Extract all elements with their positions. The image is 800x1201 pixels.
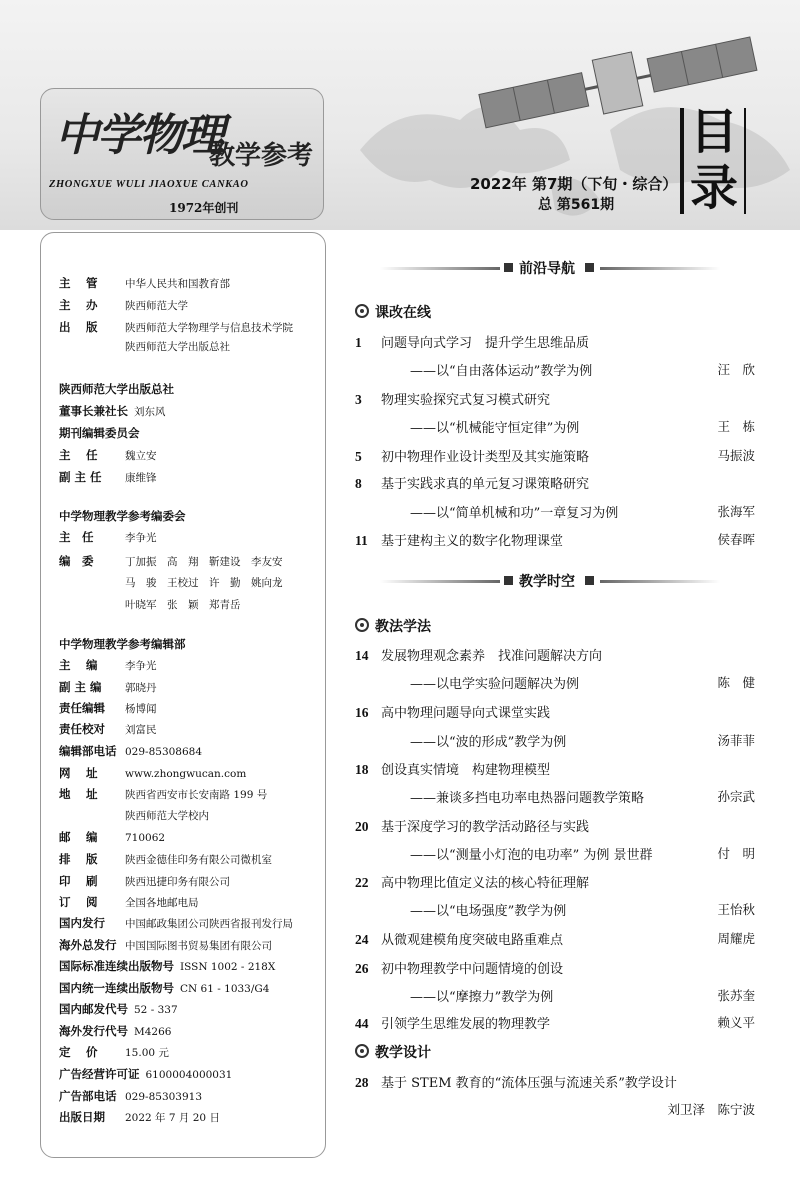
toc-entry <box>355 1013 760 1032</box>
section-bullet-icon <box>355 304 369 318</box>
masthead-label: 副 主 任 <box>59 470 102 484</box>
toc-author: 赖义平 <box>717 1015 755 1030</box>
masthead-value: 中国国际图书贸易集团有限公司 <box>125 940 272 952</box>
masthead-row <box>59 829 165 845</box>
toc-article-title: 高中物理问题导向式课堂实践 <box>381 706 551 721</box>
logo-main-title: 中学物理 <box>55 110 223 161</box>
masthead-row <box>59 297 188 313</box>
masthead-row <box>59 873 230 889</box>
masthead-label: 主 管 <box>59 276 98 290</box>
banner-teaching <box>380 571 725 591</box>
toc-article-subtitle: ——以“简单机械和功”一章复习为例 <box>410 506 619 521</box>
masthead-row <box>59 657 157 673</box>
masthead-row <box>59 808 209 823</box>
masthead-value: 叶晓军 张 颖 郑青岳 <box>125 599 241 611</box>
masthead-label: 责任编辑 <box>59 701 105 715</box>
toc-entry <box>355 446 760 465</box>
toc-article-title: 基于实践求真的单元复习课策略研究 <box>381 477 590 492</box>
toc-author: 王怡秋 <box>717 902 755 917</box>
toc-article-title: 基于建构主义的数字化物理课堂 <box>381 534 564 549</box>
section-teaching-methods <box>355 616 431 636</box>
toc-page-number: 14 <box>355 648 369 663</box>
masthead-row <box>59 894 199 910</box>
masthead-value: 中国邮政集团公司陕西省报刊发行局 <box>125 918 293 930</box>
toc-article-title: 创设真实情境 构建物理模型 <box>381 763 551 778</box>
masthead-label: 出版日期 <box>59 1110 105 1124</box>
section-teaching-design <box>355 1042 431 1062</box>
masthead-row <box>59 700 157 716</box>
toc-article-subtitle: ——以“机械能守恒定律”为例 <box>410 421 580 436</box>
masthead-value: 马 骏 王校过 许 勤 姚向龙 <box>125 577 283 589</box>
masthead-value: 陕西金德佳印务有限公司微机室 <box>125 854 272 866</box>
toc-article-title: 问题导向式学习 提升学生思维品质 <box>381 336 590 351</box>
masthead-value: 029-85303913 <box>125 1091 203 1103</box>
toc-author: 周耀虎 <box>717 931 755 946</box>
toc-entry <box>355 872 760 891</box>
toc-article-title: 基于 STEM 教育的“流体压强与流速关系”教学设计 <box>381 1076 677 1091</box>
masthead-value: 陕西师范大学 <box>125 300 188 312</box>
masthead-value: 15.00 元 <box>125 1047 169 1059</box>
toc-page-number: 28 <box>355 1075 369 1090</box>
masthead-label: 编辑部电话 <box>59 744 117 758</box>
masthead-row <box>59 575 283 590</box>
masthead-value: 陕西师范大学物理学与信息技术学院 <box>125 322 293 334</box>
masthead-label: 地 址 <box>59 787 98 801</box>
founded-year: 1972年创刊 <box>169 201 239 215</box>
masthead-label: 印 刷 <box>59 874 98 888</box>
masthead-row <box>59 1001 178 1017</box>
masthead-value: 710062 <box>125 832 166 844</box>
masthead-label: 出 版 <box>59 320 98 334</box>
masthead-value: 魏立安 <box>125 450 157 462</box>
toc-author: 王 栋 <box>717 419 755 434</box>
masthead-value: 2022 年 7 月 20 日 <box>125 1112 220 1124</box>
masthead-value: 陕西迅捷印务有限公司 <box>125 876 230 888</box>
masthead-label: 主 任 <box>59 530 94 544</box>
masthead-label: 国内统一连续出版物号 <box>59 981 174 995</box>
banner-teaching-label: 教学时空 <box>519 574 575 590</box>
toc-article-title: 发展物理观念素养 找准问题解决方向 <box>381 649 603 664</box>
toc-article-title: 初中物理作业设计类型及其实施策略 <box>381 450 590 465</box>
toc-entry <box>355 1072 760 1091</box>
masthead-row <box>59 597 241 612</box>
masthead-label: 邮 编 <box>59 830 98 844</box>
masthead-label: 主 编 <box>59 658 98 672</box>
masthead-value: www.zhongwucan.com <box>125 768 247 780</box>
toc-article-subtitle: ——以“波的形成”教学为例 <box>410 735 567 750</box>
masthead-label: 责任校对 <box>59 722 105 736</box>
toc-entry <box>355 645 760 664</box>
masthead-label: 海外发行代号 <box>59 1024 128 1038</box>
toc-author: 刘卫泽 陈宁波 <box>667 1102 755 1117</box>
masthead-value: 陕西师范大学校内 <box>125 810 209 822</box>
section-bullet-icon <box>355 618 369 632</box>
masthead-row <box>59 529 157 545</box>
masthead-row <box>59 743 202 759</box>
masthead-value: M4266 <box>134 1026 172 1038</box>
toc-title-rule-left <box>680 108 684 214</box>
masthead-value: 029-85308684 <box>125 746 203 758</box>
toc-page-number: 26 <box>355 961 369 976</box>
masthead-row <box>59 1088 202 1104</box>
masthead-value: 杨博闻 <box>125 703 157 715</box>
toc-article-title: 引领学生思维发展的物理教学 <box>381 1017 551 1032</box>
masthead-value: 中华人民共和国教育部 <box>125 278 230 290</box>
toc-page-number: 20 <box>355 819 369 834</box>
masthead-panel <box>40 232 326 1158</box>
masthead-group-title: 中学物理教学参考编委会 <box>59 509 186 523</box>
toc-article-subtitle: ——兼谈多挡电功率电热器问题教学策略 <box>410 791 645 806</box>
masthead-row <box>59 447 157 463</box>
masthead-row <box>59 1023 171 1039</box>
masthead-row <box>59 721 157 737</box>
toc-entry <box>355 958 760 977</box>
masthead-group-title: 中学物理教学参考编辑部 <box>59 637 186 651</box>
masthead-value: 刘东风 <box>134 406 166 418</box>
toc-title: 目录 <box>690 104 739 216</box>
section-label: 课改在线 <box>375 305 431 321</box>
toc-page-number: 22 <box>355 875 369 890</box>
toc-page-number: 11 <box>355 533 368 548</box>
section-label: 教学设计 <box>375 1045 431 1061</box>
masthead-row <box>59 403 166 419</box>
toc-author: 汤菲菲 <box>717 733 755 748</box>
masthead-group-title: 陕西师范大学出版总社 <box>59 382 174 396</box>
masthead-label: 国内邮发代号 <box>59 1002 128 1016</box>
toc-author: 张海军 <box>717 504 755 519</box>
section-label: 教法学法 <box>375 619 431 635</box>
toc-title-rule-right <box>744 108 746 214</box>
masthead-label: 国内发行 <box>59 916 105 930</box>
masthead-label: 编 委 <box>59 554 94 568</box>
journal-logo <box>40 88 324 220</box>
masthead-label: 订 阅 <box>59 895 98 909</box>
banner-frontier-label: 前沿导航 <box>519 261 575 277</box>
toc-entry <box>355 929 760 948</box>
masthead-row <box>59 469 157 485</box>
toc-entry <box>355 816 760 835</box>
toc-article-subtitle: ——以电学实验问题解决为例 <box>410 677 580 692</box>
masthead-label: 广告部电话 <box>59 1089 117 1103</box>
toc-article-title: 基于深度学习的教学活动路径与实践 <box>381 820 590 835</box>
toc-article-subtitle: ——以“电场强度”教学为例 <box>410 904 567 919</box>
toc-article-title: 物理实验探究式复习模式研究 <box>381 393 551 408</box>
masthead-row <box>59 679 157 695</box>
masthead-label: 广告经营许可证 <box>59 1067 140 1081</box>
masthead-row <box>59 339 230 354</box>
toc-entry <box>355 702 760 721</box>
masthead-value: 陕西师范大学出版总社 <box>125 341 230 353</box>
masthead-row <box>59 1044 169 1060</box>
toc-page-number: 44 <box>355 1016 369 1031</box>
masthead-row <box>59 425 146 441</box>
masthead-label: 副 主 编 <box>59 680 102 694</box>
masthead-row <box>59 275 230 291</box>
masthead-row <box>59 851 272 867</box>
masthead-value: 李争光 <box>125 660 157 672</box>
toc-article-title: 初中物理教学中问题情境的创设 <box>381 962 564 977</box>
toc-entry <box>355 473 760 492</box>
masthead-row <box>59 937 272 953</box>
masthead-value: 刘富民 <box>125 724 157 736</box>
toc-page-number: 24 <box>355 932 369 947</box>
masthead-label: 排 版 <box>59 852 98 866</box>
masthead-value: 52 - 337 <box>134 1004 178 1016</box>
masthead-value: 丁加振 高 翔 靳建设 李友安 <box>125 556 283 568</box>
toc-author: 汪 欣 <box>717 362 755 377</box>
masthead-row <box>59 1109 220 1125</box>
masthead-row <box>59 553 283 569</box>
toc-page-number: 5 <box>355 449 362 464</box>
total-issue-number: 总 第561期 <box>538 197 615 213</box>
masthead-label: 网 址 <box>59 766 98 780</box>
masthead-label: 期刊编辑委员会 <box>59 426 140 440</box>
masthead-label: 主 办 <box>59 298 98 312</box>
toc-article-title: 从微观建模角度突破电路重难点 <box>381 933 564 948</box>
toc-page-number: 8 <box>355 476 362 491</box>
masthead-row <box>59 980 269 996</box>
masthead-value: 陕西省西安市长安南路 199 号 <box>125 789 268 801</box>
logo-pinyin: ZHONGXUE WULI JIAOXUE CANKAO <box>49 179 249 190</box>
toc-article-subtitle: ——以“测量小灯泡的电功率” 为例 景世群 <box>410 848 653 863</box>
section-bullet-icon <box>355 1044 369 1058</box>
banner-frontier <box>380 258 725 278</box>
masthead-value: ISSN 1002 - 218X <box>180 961 276 973</box>
masthead-row <box>59 915 293 931</box>
masthead-label: 定 价 <box>59 1045 98 1059</box>
masthead-value: 康维锋 <box>125 472 157 484</box>
logo-subtitle: 教学参考 <box>209 141 314 171</box>
toc-article-title: 高中物理比值定义法的核心特征理解 <box>381 876 590 891</box>
issue-number: 2022年 第7期（下旬・综合） <box>470 175 678 193</box>
section-curriculum-reform <box>355 302 431 322</box>
masthead-value: 6100004000031 <box>145 1069 233 1081</box>
masthead-row <box>59 958 275 974</box>
toc-page-number: 16 <box>355 705 369 720</box>
toc-author: 陈 健 <box>717 675 755 690</box>
masthead-value: CN 61 - 1033/G4 <box>180 983 270 995</box>
toc-page-number: 3 <box>355 392 362 407</box>
toc-article-subtitle: ——以“摩擦力”教学为例 <box>410 990 554 1005</box>
masthead-value: 全国各地邮电局 <box>125 897 199 909</box>
masthead-label: 主 任 <box>59 448 98 462</box>
masthead-value: 李争光 <box>125 532 157 544</box>
masthead-row <box>59 1066 232 1082</box>
toc-article-subtitle: ——以“自由落体运动”教学为例 <box>410 364 593 379</box>
toc-entry <box>355 332 760 351</box>
masthead-row <box>59 765 246 781</box>
masthead-row <box>59 319 293 335</box>
toc-entry <box>355 759 760 778</box>
toc-author: 孙宗武 <box>717 789 755 804</box>
masthead-label: 董事长兼社长 <box>59 404 128 418</box>
toc-page-number: 1 <box>355 335 362 350</box>
toc-author: 张苏奎 <box>717 988 755 1003</box>
masthead-value: 郭晓丹 <box>125 682 157 694</box>
toc-page-number: 18 <box>355 762 369 777</box>
toc-author: 侯春晖 <box>717 532 755 547</box>
toc-entry <box>355 389 760 408</box>
toc-author: 马振波 <box>717 448 755 463</box>
toc-entry <box>355 530 760 549</box>
masthead-label: 海外总发行 <box>59 938 117 952</box>
masthead-row <box>59 786 267 802</box>
toc-author: 付 明 <box>717 846 755 861</box>
masthead-label: 国际标准连续出版物号 <box>59 959 174 973</box>
